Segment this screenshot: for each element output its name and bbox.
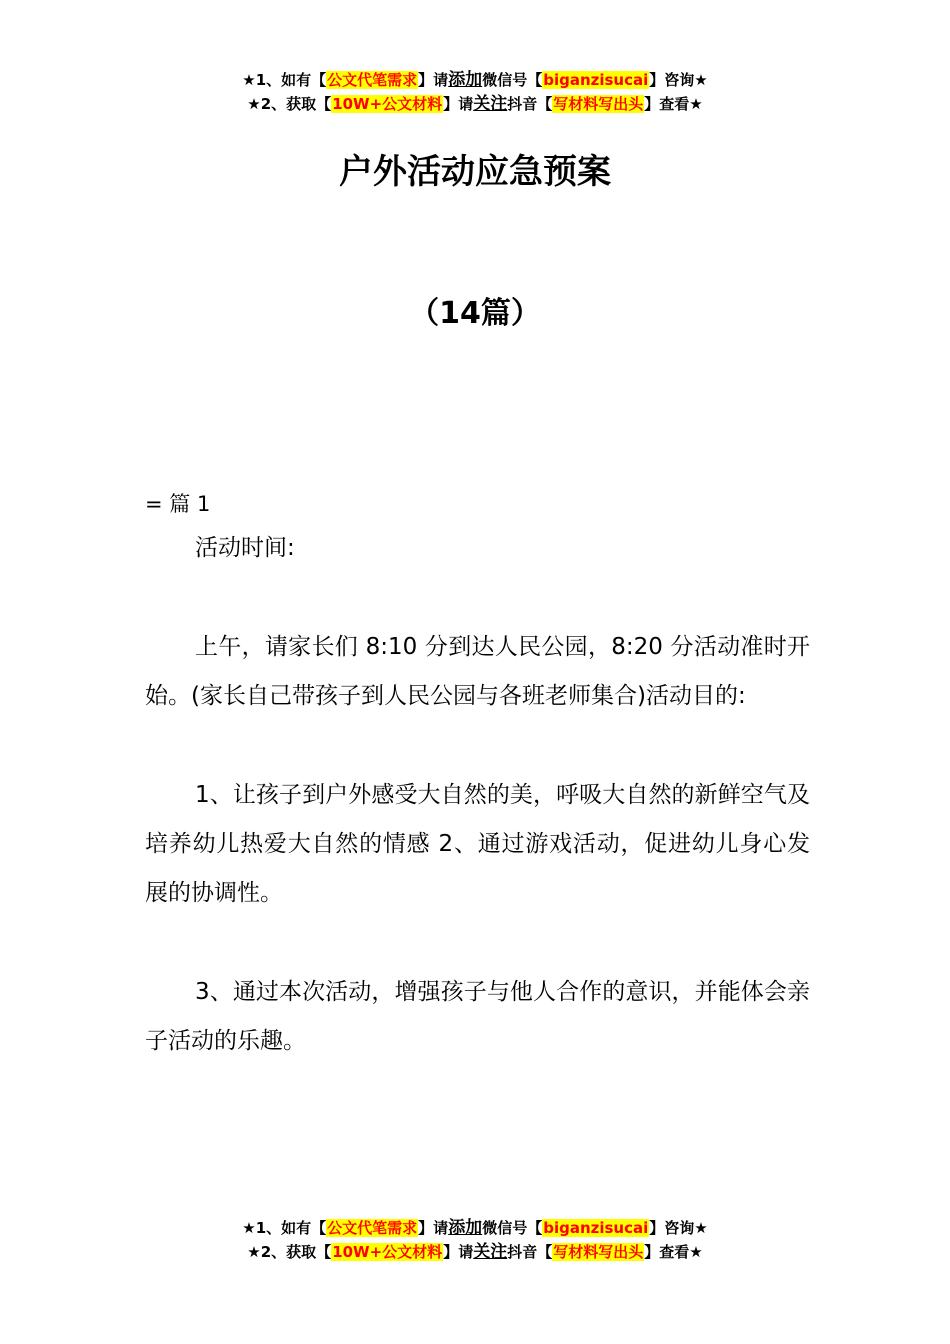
paragraph: 活动时间: [195, 535, 295, 561]
banner-underline: 添加 [448, 70, 483, 90]
banner-text: 抖音【 [507, 95, 553, 113]
banner-text: 】咨询★ [649, 71, 708, 89]
banner-highlight: 10W+公文材料 [332, 1243, 443, 1261]
section-label: = 篇 1 [145, 492, 211, 516]
footer-banner [0, 1216, 950, 1264]
banner-text: ★2、获取【 [247, 95, 332, 113]
banner-text: 】查看★ [644, 95, 703, 113]
banner-highlight: 10W+公文材料 [332, 95, 443, 113]
document-subtitle: （14篇） [409, 296, 541, 331]
banner-text: 】请 [418, 71, 449, 89]
header-banner [0, 68, 950, 116]
document-title: 户外活动应急预案 [339, 152, 611, 192]
banner-highlight: 公文代笔需求 [327, 1219, 418, 1237]
banner-text: 】请 [443, 1243, 474, 1261]
banner-highlight: biganzisucai [543, 1219, 649, 1237]
paragraph: 1、让孩子到户外感受大自然的美，呼吸大自然的新鲜空气及培养幼儿热爱大自然的情感 2、通过游戏活动，促进幼儿身心发展的协调性。 [145, 782, 810, 906]
banner-text: 微信号【 [482, 1219, 543, 1237]
banner-text: 微信号【 [482, 71, 543, 89]
banner-highlight: biganzisucai [543, 71, 649, 89]
banner-line-1 [0, 68, 950, 92]
banner-text: 抖音【 [507, 1243, 553, 1261]
banner-underline: 关注 [473, 94, 508, 114]
banner-text: 】请 [443, 95, 474, 113]
banner-underline: 添加 [448, 1218, 483, 1238]
banner-text: ★1、如有【 [242, 1219, 327, 1237]
banner-text: ★1、如有【 [242, 71, 327, 89]
banner-line-1 [0, 1216, 950, 1240]
banner-text: ★2、获取【 [247, 1243, 332, 1261]
banner-line-2 [0, 1240, 950, 1264]
banner-line-2 [0, 92, 950, 116]
banner-highlight: 公文代笔需求 [327, 71, 418, 89]
banner-text: 】查看★ [644, 1243, 703, 1261]
banner-highlight: 写材料写出头 [553, 95, 644, 113]
paragraph: 3、通过本次活动，增强孩子与他人合作的意识，并能体会亲子活动的乐趣。 [145, 979, 810, 1054]
banner-highlight: 写材料写出头 [553, 1243, 644, 1261]
paragraph: 上午，请家长们 8:10 分到达人民公园，8:20 分活动准时开始。(家长自己带孩子到人民公园与各班老师集合)活动目的: [145, 634, 810, 709]
banner-underline: 关注 [473, 1242, 508, 1262]
document-body [145, 486, 810, 1066]
banner-text: 】咨询★ [649, 1219, 708, 1237]
banner-text: 】请 [418, 1219, 449, 1237]
